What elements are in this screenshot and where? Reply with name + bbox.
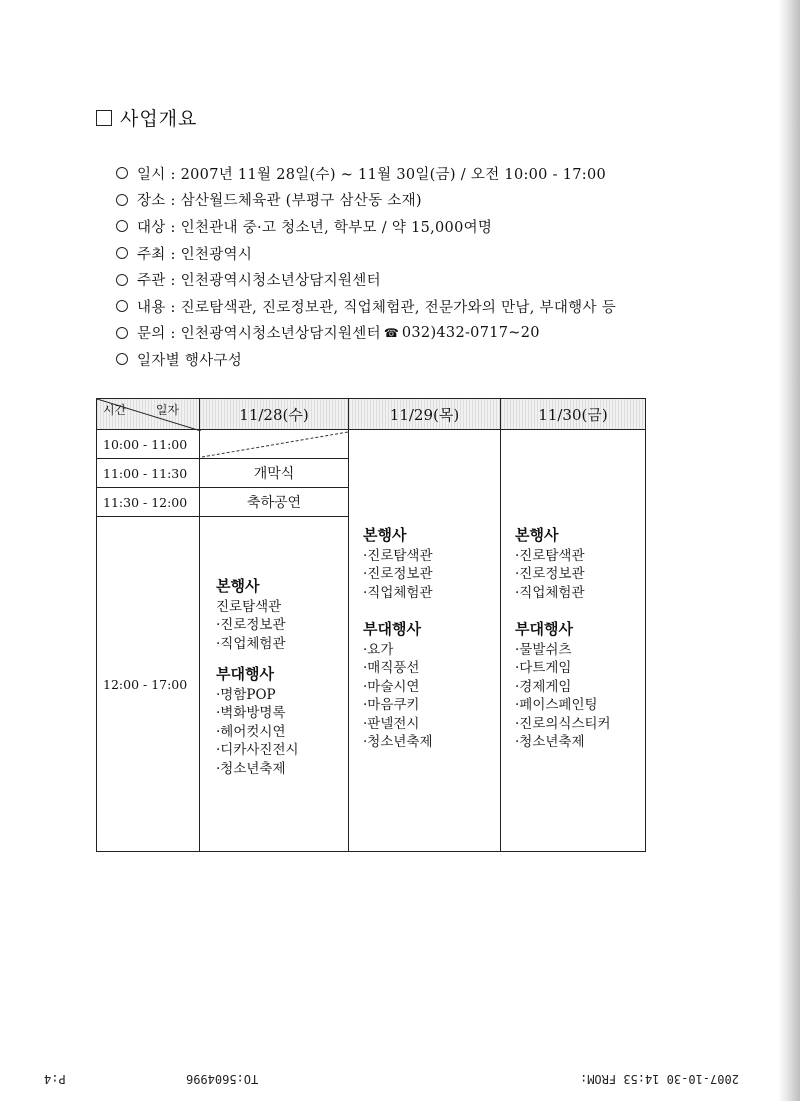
day3-events-cell <box>500 429 646 852</box>
schedule-table <box>96 398 646 852</box>
circle-bullet-icon <box>116 167 128 179</box>
opening-ceremony-cell: 개막식 <box>199 458 349 488</box>
event-item: ·벽화방명록 <box>216 705 286 721</box>
corner-time-label: 시간 <box>103 403 127 417</box>
event-item: ·물발쉬츠 <box>515 641 572 658</box>
fax-footer-datetime: 2007-10-30 14:53 FROM: <box>580 1072 739 1086</box>
day1-events <box>216 577 299 778</box>
section-title <box>96 104 197 131</box>
event-item: ·요가 <box>363 641 394 658</box>
corner-date-label: 일자 <box>155 403 179 417</box>
list-item: 대상 : 인천관내 중·고 청소년, 학부모 / 약 15,000여명 <box>116 213 616 240</box>
main-events-heading: 본행사 <box>216 577 260 595</box>
event-item: ·마음쿠키 <box>363 697 420 713</box>
dashed-diagonal <box>200 430 350 460</box>
list-item: 장소 : 삼산월드체육관 (부평구 삼산동 소재) <box>116 187 616 214</box>
day-header-1: 11/28(수) <box>199 398 349 430</box>
event-item: ·페이스페인팅 <box>515 697 598 713</box>
list-item: 주최 : 인천광역시 <box>116 240 616 267</box>
list-item: 일시 : 2007년 11월 28일(수) ~ 11월 30일(금) / 오전 10:00 - 17:00 <box>116 160 616 187</box>
empty-slot-cell <box>199 429 349 459</box>
event-item: ·청소년축제 <box>216 760 286 777</box>
event-item: ·진로정보관 <box>363 566 433 582</box>
overview-list <box>116 160 616 373</box>
time-cell: 11:00 - 11:30 <box>96 458 200 488</box>
section-title-text: 사업개요 <box>120 108 198 130</box>
event-item: ·청소년축제 <box>515 734 585 750</box>
celebration-cell: 축하공연 <box>199 487 349 517</box>
day1-events-cell <box>199 516 349 852</box>
list-item: 일자별 행사구성 <box>116 346 616 373</box>
day-header-2: 11/29(목) <box>348 398 501 430</box>
event-item: ·다트게임 <box>515 660 572 676</box>
fax-footer-page: P:4 <box>44 1072 66 1086</box>
list-item: 주관 : 인천광역시청소년상담지원센터 <box>116 266 616 293</box>
main-events-heading: 본행사 <box>363 526 407 544</box>
circle-bullet-icon <box>116 327 128 339</box>
event-item: ·디카사진전시 <box>216 742 299 758</box>
event-item: 진로탐색관 <box>216 598 282 615</box>
event-item: ·진로정보관 <box>515 566 585 582</box>
circle-bullet-icon <box>116 220 128 232</box>
list-item: 문의 : 인천광역시청소년상담지원센터 ☎ 032)432-0717~20 <box>116 320 616 347</box>
main-events-heading: 본행사 <box>515 526 559 544</box>
event-item: ·직업체험관 <box>216 635 286 652</box>
day2-events-cell <box>348 429 501 852</box>
circle-bullet-icon <box>116 300 128 312</box>
event-item: ·경제게임 <box>515 678 572 695</box>
checkbox-square-icon <box>96 110 112 126</box>
page-edge-shadow <box>778 0 800 1101</box>
event-item: ·매직풍선 <box>363 660 420 676</box>
list-item: 내용 : 진로탐색관, 진로정보관, 직업체험관, 전문가와의 만남, 부대행사 등 <box>116 293 616 320</box>
contact-phone: 032)432-0717~20 <box>401 324 540 341</box>
event-item: ·진로의식스티커 <box>515 715 611 732</box>
day2-events <box>363 526 433 752</box>
event-item: ·명함POP <box>216 686 276 703</box>
corner-header-cell <box>96 398 200 430</box>
event-item: ·진로탐색관 <box>515 547 585 564</box>
event-item: ·직업체험관 <box>363 584 433 601</box>
event-item: ·헤어컷시연 <box>216 723 286 740</box>
circle-bullet-icon <box>116 353 128 365</box>
time-cell: 12:00 - 17:00 <box>96 516 200 852</box>
side-events-heading: 부대행사 <box>216 665 274 683</box>
day3-events <box>515 526 611 752</box>
telephone-icon: ☎ <box>383 325 399 340</box>
event-item: ·청소년축제 <box>363 734 433 750</box>
circle-bullet-icon <box>116 274 128 286</box>
side-events-heading: 부대행사 <box>363 620 421 638</box>
event-item: ·진로탐색관 <box>363 547 433 564</box>
fax-footer-to: TO:5604996 <box>186 1072 259 1086</box>
day-header-3: 11/30(금) <box>500 398 646 430</box>
circle-bullet-icon <box>116 247 128 259</box>
time-cell: 11:30 - 12:00 <box>96 487 200 517</box>
event-item: ·마술시연 <box>363 678 420 695</box>
event-item: ·진로정보관 <box>216 617 286 633</box>
side-events-heading: 부대행사 <box>515 620 573 638</box>
event-item: ·직업체험관 <box>515 584 585 601</box>
time-cell: 10:00 - 11:00 <box>96 429 200 459</box>
event-item: ·판넬전시 <box>363 715 420 732</box>
circle-bullet-icon <box>116 194 128 206</box>
